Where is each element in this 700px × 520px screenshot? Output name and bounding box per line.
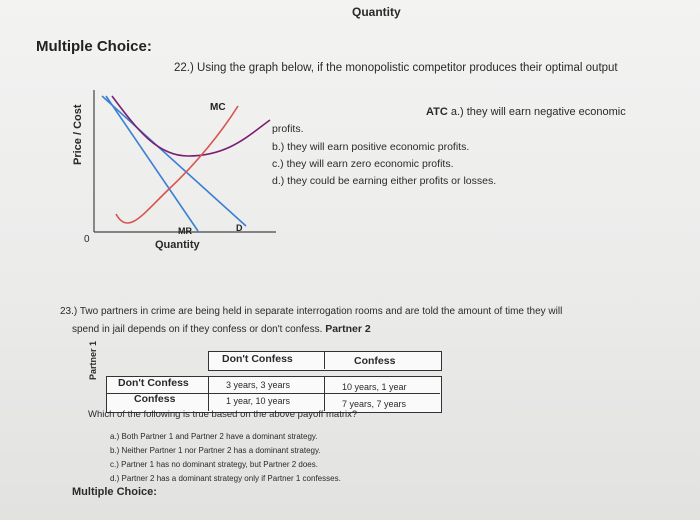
partner-1-label: Partner 1: [88, 340, 98, 380]
q22-option-a-start: [426, 106, 626, 118]
footer-section-title: Multiple Choice:: [72, 486, 157, 498]
demand-label: D: [236, 223, 243, 233]
q22-option-a-end: profits.: [272, 123, 304, 135]
question-23-line-2: [72, 323, 371, 335]
q22-option-b: b.) they will earn positive economic profits.: [272, 141, 470, 153]
q23-answer-c: c.) Partner 1 has no dominant strategy, but Partner 2 does.: [110, 460, 318, 469]
payoff-col-divider-1: [208, 376, 209, 411]
column-confess: Confess: [354, 355, 396, 367]
atc-prefix: ATC: [426, 106, 448, 118]
cell-dc-dc: 3 years, 3 years: [226, 380, 291, 390]
q23-answer-b: b.) Neither Partner 1 nor Partner 2 has a dominant strategy.: [110, 446, 321, 455]
cell-dc-c: 10 years, 1 year: [342, 382, 407, 392]
row-dont-confess: Don't Confess: [118, 377, 189, 389]
origin-label: 0: [84, 234, 90, 245]
payoff-header-divider: [324, 351, 325, 369]
column-dont-confess: Don't Confess: [222, 353, 293, 365]
q23-answer-d: d.) Partner 2 has a dominant strategy only if Partner 1 confesses.: [110, 474, 341, 483]
question-23-line-2-text: spend in jail depends on if they confess or don't confess.: [72, 324, 323, 335]
y-axis-label: Price / Cost: [72, 104, 84, 165]
cell-c-dc: 1 year, 10 years: [226, 396, 291, 406]
mr-curve: [106, 96, 198, 231]
cost-curve-graph: [88, 86, 278, 238]
q22-option-d: d.) they could be earning either profits or losses.: [272, 175, 497, 187]
partner-2-label: Partner 2: [325, 323, 371, 335]
section-title: Multiple Choice:: [36, 38, 152, 55]
x-axis-label: Quantity: [155, 239, 200, 251]
payoff-question: Which of the following is true based on the above payoff matrix?: [88, 409, 358, 420]
payoff-col-divider-2: [324, 376, 325, 411]
q22-option-c: c.) they will earn zero economic profits.: [272, 158, 454, 170]
top-quantity-label: Quantity: [352, 5, 401, 19]
row-confess: Confess: [134, 393, 176, 405]
question-23-line-1: 23.) Two partners in crime are being held in separate interrogation rooms and are told the amount of time they will: [60, 306, 563, 317]
cell-c-c: 7 years, 7 years: [342, 399, 407, 409]
mc-label: MC: [210, 102, 226, 113]
demand-curve: [102, 96, 246, 226]
mr-label: MR: [178, 226, 192, 236]
q22-option-a-text: a.) they will earn negative economic: [450, 106, 626, 118]
question-22-text: 22.) Using the graph below, if the monopolistic competitor produces their optimal output: [174, 62, 618, 74]
atc-curve: [112, 96, 270, 156]
q23-answer-a: a.) Both Partner 1 and Partner 2 have a dominant strategy.: [110, 432, 318, 441]
